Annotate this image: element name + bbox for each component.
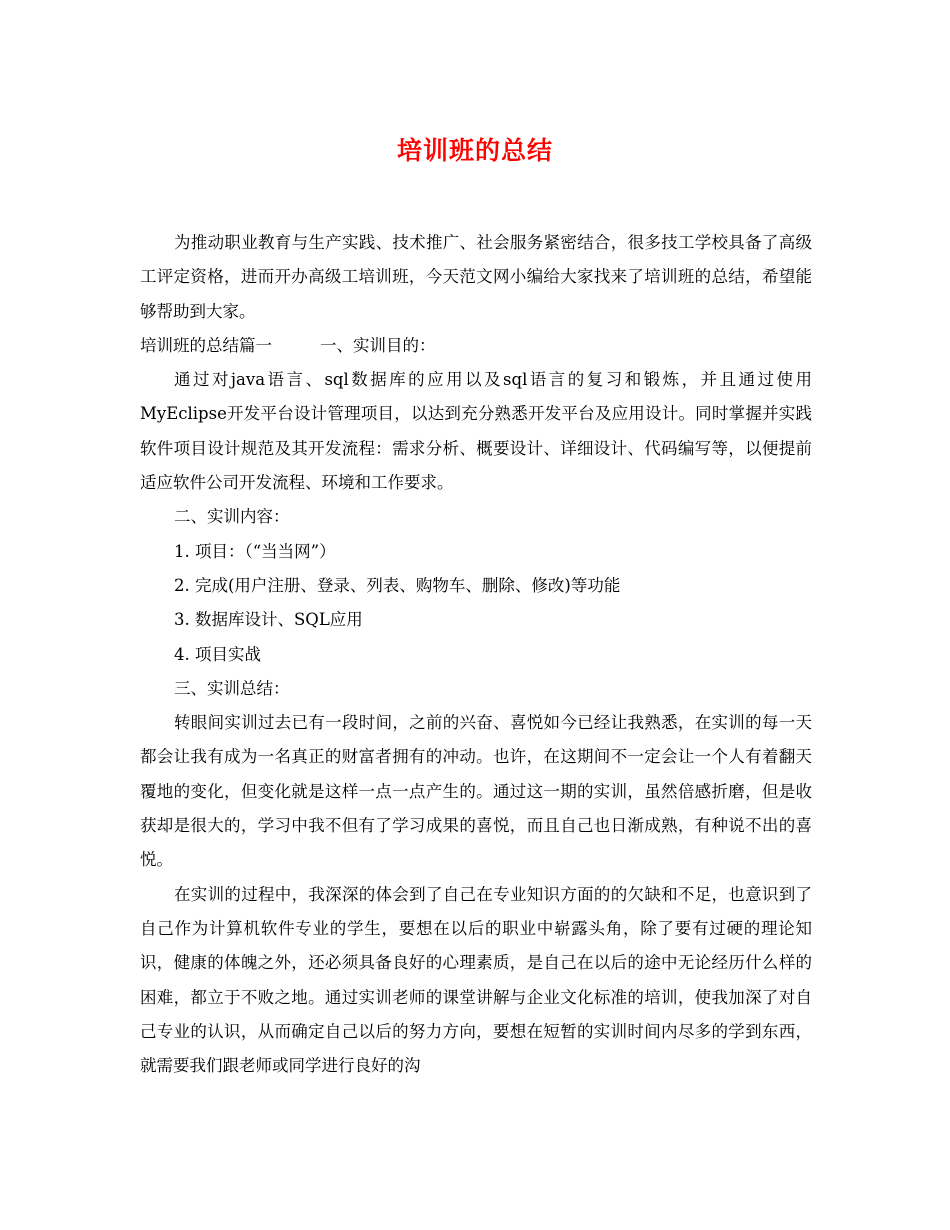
section-heading bbox=[140, 329, 812, 363]
document-title: 培训班的总结 bbox=[396, 136, 553, 165]
paragraph-summary-1: 转眼间实训过去已有一段时间，之前的兴奋、喜悦如今已经让我熟悉，在实训的每一天都会让我有成为一名真正的财富者拥有的冲动。也许，在这期间不一定会让一个人有着翻天覆地的变化，但变化就是这样一点一点产生的。通过这一期的实训，虽然倍感折磨，但是收获却是很大的，学习中我不但有了学习成果的喜悦，而且自己也日渐成熟，有种说不出的喜悦。 bbox=[140, 713, 812, 870]
list-item: 2. 完成(用户注册、登录、列表、购物车、删除、修改)等功能 bbox=[174, 575, 621, 595]
list-item: 4. 项目实战 bbox=[174, 644, 261, 664]
paragraph-summary-2: 在实训的过程中，我深深的体会到了自己在专业知识方面的的欠缺和不足，也意识到了自己作为计算机软件专业的学生，要想在以后的职业中崭露头角，除了要有过硬的理论知识，健康的体魄之外，还必须具备良好的心理素质，是自己在以后的途中无论经历什么样的困难，都立于不败之地。通过实训老师的课堂讲解与企业文化标准的培训，使我加深了对自己专业的认识，从而确定自己以后的努力方向，要想在短暂的实训时间内尽多的学到东西，就需要我们跟老师或同学进行良好的沟 bbox=[140, 884, 812, 1076]
section-heading-summary: 三、实训总结： bbox=[174, 678, 290, 698]
list-item: 1. 项目：（“当当网”） bbox=[174, 541, 336, 561]
list-item: 3. 数据库设计、SQL应用 bbox=[174, 610, 363, 630]
paragraph-purpose: 通过对java语言、sql数据库的应用以及sql语言的复习和锻炼，并且通过使用MyEclipse开发平台设计管理项目，以达到充分熟悉开发平台及应用设计。同时掌握并实践软件项目设计规范及其开发流程：需求分析、概要设计、详细设计、代码编写等，以便提前适应软件公司开发流程、环境和工作要求。 bbox=[140, 370, 812, 493]
paragraph-intro: 为推动职业教育与生产实践、技术推广、社会服务紧密结合，很多技工学校具备了高级工评定资格，进而开办高级工培训班，今天范文网小编给大家找来了培训班的总结，希望能够帮助到大家。 bbox=[140, 233, 812, 321]
article-heading: 培训班的总结篇一 bbox=[140, 335, 272, 355]
document-body bbox=[140, 226, 812, 1083]
section-heading-content: 二、实训内容： bbox=[174, 507, 290, 527]
section-heading-purpose: 一、实训目的： bbox=[320, 335, 436, 355]
